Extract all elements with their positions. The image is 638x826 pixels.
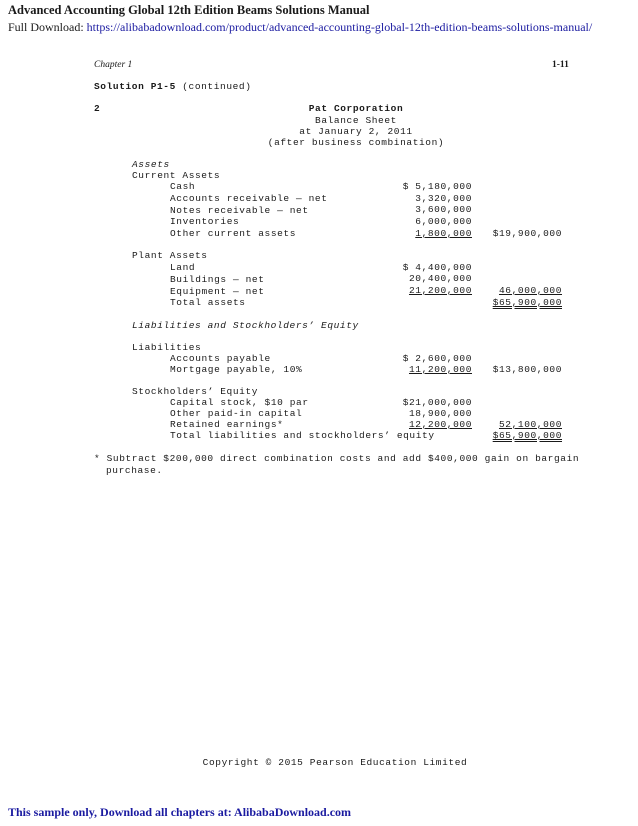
- line-label: Mortgage payable, 10%: [170, 364, 303, 375]
- subtotal-amount: 52,100,000: [498, 419, 562, 430]
- line-amount: 11,200,000: [408, 364, 472, 375]
- line-amount: 1,800,000: [415, 228, 472, 239]
- line-label: Land: [170, 262, 196, 273]
- line-label: Other current assets: [170, 228, 297, 239]
- footer-download-notice[interactable]: This sample only, Download all chapters at: AlibabaDownload.com: [8, 805, 352, 819]
- line-amount: $ 2,600,000: [402, 353, 472, 364]
- subtotal-amount: $13,800,000: [492, 364, 562, 375]
- line-label: Buildings — net: [170, 274, 265, 285]
- copyright: Copyright © 2015 Pearson Education Limited: [202, 757, 468, 768]
- line-amount: 21,200,000: [408, 285, 472, 296]
- line-label: Retained earnings*: [170, 419, 284, 430]
- line-amount: 12,200,000: [408, 419, 472, 430]
- line-label: Other paid-in capital: [170, 408, 303, 419]
- line-label: Accounts payable: [170, 353, 271, 364]
- plant-assets-heading: Plant Assets: [132, 250, 208, 261]
- line-amount: 3,320,000: [415, 193, 472, 204]
- line-amount: $ 4,400,000: [402, 262, 472, 273]
- total-assets-amount: $65,900,000: [492, 297, 562, 308]
- footnote-line-1: * Subtract $200,000 direct combination costs and add $400,000 gain on bargain: [94, 453, 580, 464]
- line-label: Notes receivable — net: [170, 205, 309, 216]
- statement-title: Balance Sheet: [315, 115, 397, 126]
- total-liabilities-equity-label: Total liabilities and stockholders’ equity: [170, 430, 435, 441]
- page-number: 1-11: [552, 60, 569, 70]
- solution-heading: [94, 81, 252, 92]
- assets-heading: Assets: [132, 159, 170, 170]
- equity-heading: Stockholders’ Equity: [132, 386, 259, 397]
- statement-date: at January 2, 2011: [299, 126, 413, 137]
- download-line: [8, 20, 592, 35]
- statement-note: (after business combination): [267, 137, 445, 148]
- line-label: Capital stock, $10 par: [170, 397, 309, 408]
- total-liabilities-equity-amount: $65,900,000: [492, 430, 562, 441]
- total-assets-label: Total assets: [170, 297, 246, 308]
- footnote-line-2: purchase.: [106, 465, 163, 476]
- document-title: Advanced Accounting Global 12th Edition Beams Solutions Manual: [8, 3, 370, 17]
- subtotal-amount: 46,000,000: [498, 285, 562, 296]
- line-label: Equipment — net: [170, 286, 265, 297]
- solution-suffix: (continued): [175, 81, 252, 92]
- line-amount: 18,900,000: [408, 408, 472, 419]
- line-amount: $ 5,180,000: [402, 181, 472, 192]
- subtotal-amount: $19,900,000: [492, 228, 562, 239]
- solution-label: Solution P1-5: [94, 81, 176, 92]
- line-label: Cash: [170, 181, 196, 192]
- line-amount: 6,000,000: [415, 216, 472, 227]
- line-label: Accounts receivable — net: [170, 193, 328, 204]
- line-amount: $21,000,000: [402, 397, 472, 408]
- chapter-label: Chapter 1: [94, 60, 133, 70]
- liabilities-heading: Liabilities: [132, 342, 202, 353]
- line-amount: 3,600,000: [415, 204, 472, 215]
- current-assets-heading: Current Assets: [132, 170, 221, 181]
- part-number: 2: [94, 103, 101, 114]
- company-name: Pat Corporation: [308, 103, 404, 114]
- line-label: Inventories: [170, 216, 240, 227]
- liabilities-equity-heading: Liabilities and Stockholders’ Equity: [132, 320, 359, 331]
- download-prefix: Full Download:: [8, 20, 87, 34]
- download-link[interactable]: https://alibabadownload.com/product/advanced-accounting-global-12th-edition-beams-solutions-manual/: [86, 20, 593, 34]
- line-amount: 20,400,000: [408, 273, 472, 284]
